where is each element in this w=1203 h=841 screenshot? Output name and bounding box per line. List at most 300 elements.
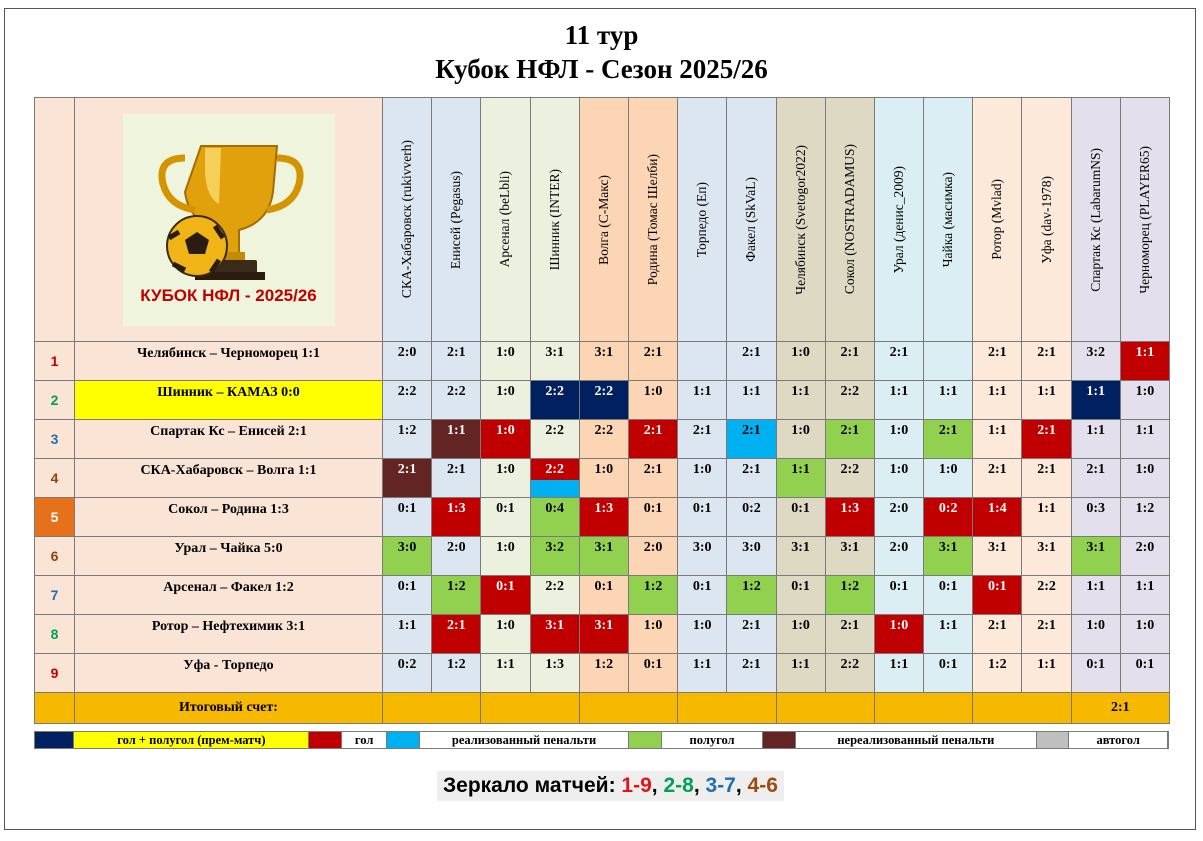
prediction-cell: [924, 537, 973, 576]
prediction-score: 0:1: [397, 579, 417, 594]
prediction-score: 3:1: [594, 618, 614, 633]
prediction-score: 2:1: [1086, 462, 1106, 477]
prediction-score: 1:0: [1135, 384, 1155, 399]
prediction-score: 2:1: [643, 423, 663, 438]
prediction-cell: [874, 498, 923, 537]
column-header-label: Чайка (масимка): [940, 171, 956, 268]
prediction-score: 2:2: [545, 423, 564, 438]
prediction-cell: [1022, 615, 1071, 654]
prediction-cell: [874, 342, 923, 381]
prediction-cell: [481, 537, 530, 576]
match-row: [35, 576, 1170, 615]
prediction-score: 3:1: [545, 345, 564, 360]
prediction-cell: [825, 342, 874, 381]
prediction-cell: [924, 498, 973, 537]
column-header-label: Черноморец (PLAYER65): [1136, 145, 1152, 294]
prediction-score: 1:2: [988, 657, 1007, 672]
match-title: СКА-Хабаровск – Волга 1:1: [75, 459, 383, 498]
prediction-score: 1:0: [496, 384, 515, 399]
total-cell: [874, 693, 972, 724]
prediction-score: 2:2: [545, 384, 564, 399]
prediction-score: 0:4: [545, 501, 564, 516]
prediction-score: 0:1: [889, 579, 909, 594]
prediction-cell: [874, 381, 923, 420]
prediction-score: 1:1: [791, 657, 810, 672]
prediction-score: 2:1: [742, 618, 761, 633]
prediction-score: 2:1: [1037, 423, 1056, 438]
prediction-score: 1:1: [1135, 423, 1155, 438]
prediction-cell: [628, 459, 677, 498]
prediction-score: 2:2: [840, 462, 860, 477]
prediction-cell: [924, 459, 973, 498]
prediction-cell: [481, 576, 530, 615]
prediction-cell: [1071, 576, 1120, 615]
prediction-cell: [1022, 537, 1071, 576]
total-label: Итоговый счет:: [75, 693, 383, 724]
prediction-cell: [579, 654, 628, 693]
prediction-cell: [776, 615, 825, 654]
prediction-cell: [530, 498, 579, 537]
column-header: [1022, 98, 1071, 342]
prediction-cell: [628, 342, 677, 381]
prediction-cell: [1071, 498, 1120, 537]
prediction-score: 2:1: [1037, 345, 1056, 360]
prediction-cell: [1022, 498, 1071, 537]
prediction-cell: [1071, 459, 1120, 498]
prediction-cell: [1071, 420, 1120, 459]
prediction-cell: [383, 420, 432, 459]
prediction-cell: [1120, 654, 1169, 693]
prediction-cell: [383, 342, 432, 381]
prediction-score: 0:2: [742, 501, 761, 516]
total-cell: [481, 693, 579, 724]
prediction-cell: [678, 498, 727, 537]
prediction-score: 2:2: [594, 423, 614, 438]
match-number: 7: [35, 576, 75, 615]
prediction-cell: [1120, 342, 1169, 381]
prediction-score: 2:1: [938, 423, 958, 438]
legend-label: гол + полугол (прем-матч): [74, 732, 309, 748]
prediction-cell: [1120, 381, 1169, 420]
prediction-score: 2:1: [840, 618, 860, 633]
match-row: [35, 342, 1170, 381]
match-title: Спартак Кс – Енисей 2:1: [75, 420, 383, 459]
prediction-score: 2:1: [446, 618, 466, 633]
prediction-score: 1:1: [791, 384, 810, 399]
prediction-score: 2:0: [397, 345, 417, 360]
mirror-separator: ,: [693, 774, 706, 797]
prediction-score: 1:0: [791, 618, 810, 633]
column-header-label: Спартак Кс (LabarumNS): [1087, 147, 1103, 292]
prediction-cell: [628, 498, 677, 537]
prediction-cell: [628, 381, 677, 420]
prediction-cell: [530, 459, 579, 498]
prediction-cell: [530, 576, 579, 615]
match-row: [35, 615, 1170, 654]
prediction-score: 1:0: [791, 345, 810, 360]
prediction-cell: [530, 420, 579, 459]
prediction-cell: [874, 537, 923, 576]
column-header: [973, 98, 1022, 342]
prediction-cell: [481, 420, 530, 459]
prediction-score: 1:0: [496, 540, 515, 555]
prediction-cell: [432, 615, 481, 654]
header-corner: [35, 98, 75, 342]
prediction-score: 3:1: [791, 540, 810, 555]
prediction-score: 2:2: [545, 579, 564, 594]
prediction-score: 1:1: [938, 618, 958, 633]
prediction-score: 1:1: [1086, 423, 1106, 438]
prediction-score: 2:1: [446, 462, 466, 477]
column-header-label: Волга (С-Макс): [595, 174, 611, 265]
match-title: Урал – Чайка 5:0: [75, 537, 383, 576]
prediction-score: 1:4: [988, 501, 1007, 516]
prediction-cell: [727, 537, 776, 576]
prediction-cell: [481, 459, 530, 498]
column-header: [1120, 98, 1169, 342]
prediction-score: 1:3: [594, 501, 614, 516]
prediction-score: 1:3: [840, 501, 860, 516]
prediction-score: 2:0: [1135, 540, 1155, 555]
column-header: [727, 98, 776, 342]
prediction-score: 0:1: [1135, 657, 1155, 672]
prediction-cell: [1022, 420, 1071, 459]
prediction-score: 1:1: [988, 384, 1007, 399]
prediction-cell: [1022, 459, 1071, 498]
total-row: [35, 693, 1170, 724]
prediction-cell: [776, 537, 825, 576]
prediction-cell: [727, 615, 776, 654]
legend-label: автогол: [1069, 732, 1168, 748]
prediction-cell: [481, 654, 530, 693]
match-number: 6: [35, 537, 75, 576]
prediction-cell: [776, 498, 825, 537]
prediction-cell: [530, 342, 579, 381]
cup-title: Кубок НФЛ - Сезон 2025/26: [435, 54, 768, 84]
prediction-score: 1:0: [496, 618, 515, 633]
prediction-score: 2:1: [1037, 462, 1056, 477]
prediction-cell: [383, 576, 432, 615]
prediction-score: 1:0: [889, 423, 909, 438]
mirror-pair: 4-6: [747, 774, 778, 797]
prediction-score: 1:0: [938, 462, 958, 477]
match-title: Арсенал – Факел 1:2: [75, 576, 383, 615]
prediction-cell: [530, 537, 579, 576]
prediction-score: 0:1: [692, 579, 712, 594]
prediction-score: 1:1: [397, 618, 417, 633]
column-header-label: Арсенал (beLbli): [497, 171, 513, 268]
mirror-pair: 3-7: [705, 774, 736, 797]
match-number: 9: [35, 654, 75, 693]
prediction-cell: [383, 459, 432, 498]
match-title: Уфа - Торпедо: [75, 654, 383, 693]
prediction-cell: [1120, 615, 1169, 654]
prediction-score: 0:1: [643, 501, 663, 516]
prediction-cell: [727, 576, 776, 615]
legend-swatch: [629, 732, 662, 748]
prediction-cell: [678, 615, 727, 654]
match-number: 1: [35, 342, 75, 381]
prediction-cell: [628, 420, 677, 459]
prediction-score: 1:3: [545, 657, 564, 672]
prediction-score: 0:1: [397, 501, 417, 516]
prediction-score: 2:1: [692, 423, 712, 438]
prediction-score: 2:0: [889, 540, 909, 555]
column-header-label: Шинник (INTER): [546, 168, 562, 271]
prediction-score: 1:1: [889, 657, 909, 672]
prediction-cell: [432, 498, 481, 537]
prediction-score: 2:2: [840, 657, 860, 672]
prediction-cell: [727, 498, 776, 537]
prediction-score: 1:1: [1086, 579, 1106, 594]
prediction-cell: [973, 654, 1022, 693]
prediction-cell: [432, 537, 481, 576]
match-number: 4: [35, 459, 75, 498]
prediction-cell: [973, 459, 1022, 498]
prediction-cell: [678, 576, 727, 615]
prediction-score: 1:1: [889, 384, 909, 399]
legend-label: нереализованный пенальти: [796, 732, 1037, 748]
prediction-score: 2:1: [446, 345, 466, 360]
prediction-score: 1:2: [594, 657, 614, 672]
prediction-cell: [924, 381, 973, 420]
prediction-score: 0:1: [791, 501, 810, 516]
prediction-score: 1:1: [1037, 657, 1056, 672]
total-cell: [579, 693, 677, 724]
prediction-cell: [874, 654, 923, 693]
prediction-score: 1:0: [496, 462, 515, 477]
prediction-cell: [825, 576, 874, 615]
match-number: 8: [35, 615, 75, 654]
prediction-cell: [432, 459, 481, 498]
prediction-cell: [924, 342, 973, 381]
prediction-score: 1:1: [938, 384, 958, 399]
prediction-cell: [1071, 537, 1120, 576]
prediction-score: 2:1: [397, 462, 417, 477]
mirror-pair: 2-8: [663, 774, 694, 797]
prediction-cell: [579, 420, 628, 459]
prediction-cell: [579, 459, 628, 498]
prediction-score: 1:0: [889, 618, 909, 633]
prediction-score: 3:2: [545, 540, 564, 555]
prediction-cell: [432, 381, 481, 420]
prediction-score: 2:0: [446, 540, 466, 555]
column-header-label: Факел (SkVaL): [743, 177, 759, 262]
column-header-label: Сокол (NOSTRADAMUS): [841, 144, 857, 295]
column-header: [924, 98, 973, 342]
prediction-score: 0:1: [938, 579, 958, 594]
prediction-cell: [432, 654, 481, 693]
prediction-score: 0:1: [988, 579, 1007, 594]
prediction-cell: [678, 420, 727, 459]
prediction-score: 3:1: [545, 618, 564, 633]
prediction-cell: [727, 420, 776, 459]
prediction-score: 0:1: [791, 579, 810, 594]
prediction-score: 2:2: [446, 384, 466, 399]
prediction-cell: [383, 537, 432, 576]
prediction-score: 1:0: [1086, 618, 1106, 633]
legend-swatch: [387, 732, 420, 748]
prediction-score: 3:1: [1037, 540, 1056, 555]
prediction-score: 1:0: [692, 462, 712, 477]
match-title: Шинник – КАМАЗ 0:0: [75, 381, 383, 420]
prediction-cell: [579, 498, 628, 537]
prediction-score: 2:1: [742, 423, 761, 438]
legend-swatch: [309, 732, 342, 748]
legend-swatch: [1037, 732, 1070, 748]
predictions-table: [34, 97, 1170, 724]
prediction-score: 0:1: [496, 579, 515, 594]
prediction-score: 1:0: [889, 462, 909, 477]
prediction-score: 3:0: [397, 540, 417, 555]
header-row: [35, 98, 1170, 342]
column-header-label: Челябинск (Svetogor2022): [792, 144, 808, 295]
prediction-score: 3:1: [594, 540, 614, 555]
prediction-score: 0:1: [496, 501, 515, 516]
prediction-cell: [973, 615, 1022, 654]
match-row: [35, 381, 1170, 420]
prediction-score: 1:2: [446, 657, 466, 672]
prediction-score: 2:2: [594, 384, 614, 399]
mirror-note: [437, 771, 784, 801]
prediction-cell: [678, 342, 727, 381]
prediction-cell: [1071, 342, 1120, 381]
prediction-cell: [776, 654, 825, 693]
prediction-score: 2:1: [988, 345, 1007, 360]
prediction-cell: [825, 615, 874, 654]
prediction-cell: [530, 381, 579, 420]
prediction-score: 1:1: [1086, 384, 1106, 399]
prediction-cell: [1022, 381, 1071, 420]
prediction-cell: [727, 381, 776, 420]
prediction-cell: [924, 420, 973, 459]
prediction-score: 3:1: [1086, 540, 1106, 555]
mirror-label: Зеркало матчей:: [443, 774, 616, 797]
prediction-cell: [579, 537, 628, 576]
prediction-score: 1:0: [791, 423, 810, 438]
legend-swatch: [35, 732, 74, 748]
prediction-cell: [1071, 381, 1120, 420]
prediction-score: 1:2: [446, 579, 466, 594]
prediction-cell: [530, 654, 579, 693]
prediction-score: 2:1: [643, 345, 663, 360]
prediction-score: 1:1: [1135, 345, 1155, 360]
prediction-cell: [924, 615, 973, 654]
prediction-score: 0:1: [938, 657, 958, 672]
prediction-cell: [874, 615, 923, 654]
column-header: [776, 98, 825, 342]
prediction-score: 1:1: [791, 462, 810, 477]
prediction-score: 2:0: [889, 501, 909, 516]
prediction-score: 2:1: [840, 345, 860, 360]
prediction-score: 1:0: [496, 345, 515, 360]
column-header: [579, 98, 628, 342]
prediction-cell: [1120, 420, 1169, 459]
column-header: [825, 98, 874, 342]
prediction-cell: [776, 420, 825, 459]
prediction-cell: [1071, 615, 1120, 654]
prediction-score: 0:1: [643, 657, 663, 672]
column-header-label: Урал (денис_2009): [890, 165, 906, 274]
prediction-cell: [1022, 654, 1071, 693]
prediction-cell: [776, 576, 825, 615]
prediction-cell: [383, 381, 432, 420]
prediction-score: 2:0: [643, 540, 663, 555]
match-number: 5: [35, 498, 75, 537]
total-cell: [383, 693, 481, 724]
prediction-score: 3:2: [1086, 345, 1106, 360]
prediction-score: 1:0: [643, 384, 663, 399]
prediction-cell: [825, 420, 874, 459]
prediction-cell: [432, 342, 481, 381]
prediction-cell: [776, 342, 825, 381]
prediction-cell: [628, 576, 677, 615]
prediction-score: 3:1: [938, 540, 958, 555]
total-spacer: [35, 693, 75, 724]
column-header: [874, 98, 923, 342]
prediction-cell: [678, 381, 727, 420]
prediction-cell: [383, 615, 432, 654]
prediction-score: 1:0: [692, 618, 712, 633]
prediction-score: 2:1: [889, 345, 909, 360]
prediction-score: 2:1: [1037, 618, 1056, 633]
column-header: [1071, 98, 1120, 342]
total-cell: [973, 693, 1071, 724]
match-title: Сокол – Родина 1:3: [75, 498, 383, 537]
prediction-score: 2:1: [988, 462, 1007, 477]
total-cell: [776, 693, 874, 724]
match-title: Челябинск – Черноморец 1:1: [75, 342, 383, 381]
prediction-cell: [481, 498, 530, 537]
prediction-cell: [383, 498, 432, 537]
prediction-cell: [825, 537, 874, 576]
column-header: [530, 98, 579, 342]
prediction-score: 1:1: [692, 384, 712, 399]
prediction-cell: [579, 576, 628, 615]
prediction-score: 2:1: [988, 618, 1007, 633]
prediction-cell: [1120, 459, 1169, 498]
prediction-score: 1:1: [496, 657, 515, 672]
prediction-cell: [874, 459, 923, 498]
prediction-score: 3:1: [840, 540, 860, 555]
match-row: [35, 654, 1170, 693]
mirror-separator: ,: [651, 774, 664, 797]
prediction-score: 2:2: [1037, 579, 1056, 594]
prediction-score: 0:2: [938, 501, 958, 516]
prediction-cell: [973, 498, 1022, 537]
column-header: [678, 98, 727, 342]
prediction-score: 0:1: [1086, 657, 1106, 672]
prediction-score: 3:0: [692, 540, 712, 555]
column-header-label: Торпедо (Еп): [694, 181, 710, 258]
prediction-score: 3:1: [988, 540, 1007, 555]
match-row: [35, 537, 1170, 576]
prediction-cell: [1120, 498, 1169, 537]
prediction-score: 1:2: [742, 579, 761, 594]
total-cell: [678, 693, 776, 724]
prediction-cell: [481, 342, 530, 381]
penalty-marker: [531, 480, 579, 497]
prediction-cell: [727, 654, 776, 693]
cup-logo: [123, 114, 335, 326]
prediction-score: 1:1: [1135, 579, 1155, 594]
prediction-cell: [481, 615, 530, 654]
column-header-label: Ротор (Mvlad): [989, 179, 1005, 260]
prediction-score: 1:2: [840, 579, 860, 594]
prediction-cell: [628, 537, 677, 576]
round-title: 11 тур: [564, 20, 639, 50]
prediction-cell: [924, 654, 973, 693]
